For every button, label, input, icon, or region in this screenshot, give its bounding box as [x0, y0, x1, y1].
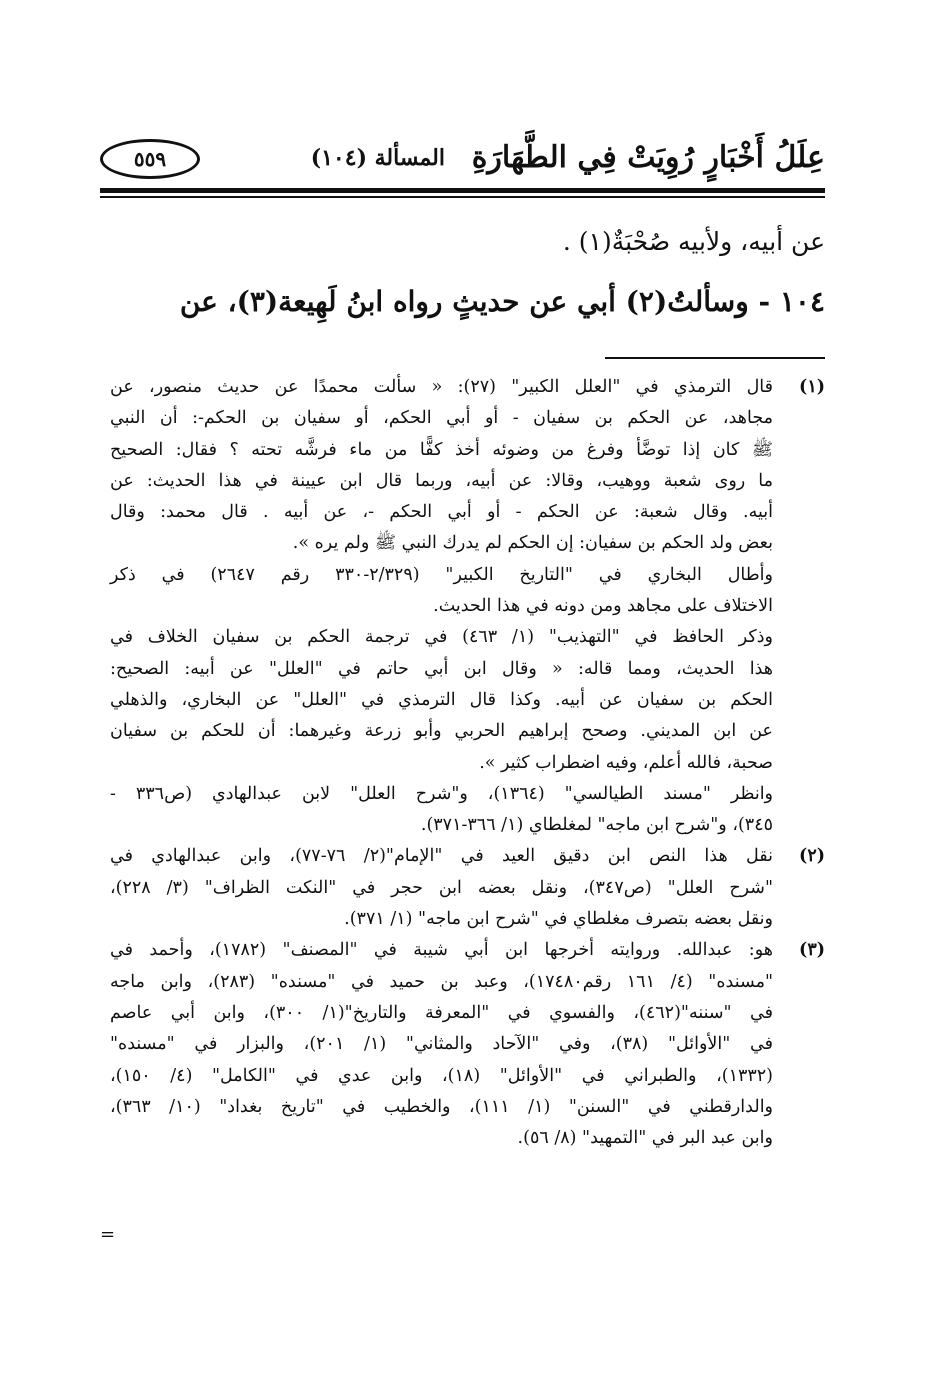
page-number-badge: ٥٥٩: [100, 139, 200, 179]
footnote-line: قال الترمذي في "العلل الكبير" (٢٧): « سألت محمدًا عن حديث منصور، عن: [110, 377, 773, 397]
page-header: [100, 135, 825, 185]
issue-label: المسألة (١٠٤): [310, 145, 445, 171]
footnote-line: ﷺ كان إذا توضَّأ وفرغ من وضوئه أخذ كفًّا من ماء فرشَّه تحته ؟ فقال: الصحيح: [110, 439, 773, 460]
footnote-paragraph: [110, 622, 825, 778]
footnote-line: "شرح العلل" (ص٣٤٧)، ونقل بعضه ابن حجر في "النكت الظراف" (٣/ ٢٢٨)،: [110, 877, 773, 898]
footnote-line: في "سننه"(٤٦٢)، والفسوي في "المعرفة والتاريخ"(١/ ٣٠٠)، وابن أبي عاصم: [110, 1002, 773, 1023]
footnote-separator: [605, 357, 825, 359]
footnote-line: ٣٤٥)، و"شرح ابن ماجه" لمغلطاي (١/ ٣٦٦-٣٧١).: [420, 815, 773, 836]
footnote-line: الاختلاف على مجاهد ومن دونه في هذا الحديث.: [433, 596, 773, 617]
footnote-line: (١٣٣٢)، والطبراني في "الأوائل" (١٨)، وابن عدي في "الكامل" (٤/ ١٥٠)،: [110, 1065, 773, 1086]
footnote-number: (٣): [799, 940, 825, 961]
question-heading: ١٠٤ - وسألتُ(٢) أبي عن حديثٍ رواه ابنُ لَهِيعة(٣)، عن: [179, 285, 825, 318]
footnote-line: هذا الحديث، ومما قاله: « وقال ابن أبي حاتم في "العلل" عن أبيه: الصحيح:: [110, 658, 773, 679]
footnote-line: وأطال البخاري في "التاريخ الكبير" (٢/٣٢٩-٣٣٠ رقم ٢٦٤٧) في ذكر: [110, 564, 773, 585]
footnote-line: صحبة، فالله أعلم، وفيه اضطراب كثير ».: [479, 752, 773, 773]
footnote-line: وذكر الحافظ في "التهذيب" (١/ ٤٦٣) في ترجمة الحكم بن سفيان الخلاف في: [110, 627, 773, 648]
footnote-line: نقل هذا النص ابن دقيق العيد في "الإمام"(٢/ ٧٦-٧٧)، وابن عبدالهادي في: [110, 846, 773, 867]
footnote-line: الحكم بن سفيان عن أبيه. وكذا قال الترمذي في "العلل" عن البخاري، والذهلي: [110, 689, 773, 710]
main-text-line: عن أبيه، ولأبيه صُحْبَةٌ(١) .: [562, 227, 825, 256]
footnote-line: ما روى شعبة ووهيب، وقالا: عن أبيه، وربما قال ابن عيينة في هذا الحديث: عن: [110, 470, 773, 491]
footnote-line: "مسنده" (٤/ ١٦١ رقم١٧٤٨٠)، وعبد بن حميد في "مسنده" (٢٨٣)، وابن ماجه: [110, 971, 774, 992]
continuation-mark: =: [100, 1224, 116, 1245]
footnote-line: هو: عبدالله. وروايته أخرجها ابن أبي شيبة في "المصنف" (١٧٨٢)، وأحمد في: [110, 940, 773, 961]
footnote: [110, 935, 825, 1154]
footnote-paragraph: [110, 779, 825, 842]
footnote-line: في "الأوائل" (٣٨)، وفي "الآحاد والمثاني" (١/ ٢٠١)، والبزار في "مسنده": [110, 1034, 773, 1055]
header-rule-thick: [100, 188, 825, 193]
header-rule-thin: [100, 196, 825, 198]
footnote-line: أبيه. وقال شعبة: عن الحكم - أو أبي الحكم -، عن أبيه . قال محمد: وقال: [110, 502, 773, 523]
footnote: [110, 372, 825, 560]
footnote-paragraph: [110, 560, 825, 623]
footnote-number: (١): [799, 377, 825, 397]
footnote-line: وانظر "مسند الطيالسي" (١٣٦٤)، و"شرح العلل" لابن عبدالهادي (ص٣٣٦ -: [110, 783, 774, 804]
footnote-line: مجاهد، عن الحكم بن سفيان - أو أبي الحكم، أو سفيان بن الحكم-: أن النبي: [110, 408, 773, 429]
footnote-line: عن ابن المديني. وصحح إبراهيم الحربي وأبو زرعة وغيرهما: أن للحكم بن سفيان: [110, 721, 773, 742]
footnote-line: وابن عبد البر في "التمهيد" (٨/ ٥٦).: [517, 1128, 773, 1149]
footnote-line: ونقل بعضه بتصرف مغلطاي في "شرح ابن ماجه" (١/ ٣٧١).: [344, 909, 773, 930]
book-title: عِلَلُ أَخْبَارٍ رُوِيَتْ فِي الطَّهَارَةِ: [471, 140, 825, 175]
footnotes-section: [110, 372, 825, 1154]
footnote-line: بعض ولد الحكم بن سفيان: إن الحكم لم يدرك النبي ﷺ ولم يره ».: [292, 533, 773, 554]
footnote: [110, 841, 825, 935]
footnote-number: (٢): [799, 846, 825, 867]
footnote-line: والدارقطني في "السنن" (١/ ١١١)، والخطيب في "تاريخ بغداد" (١٠/ ٣٦٣)،: [110, 1096, 774, 1117]
